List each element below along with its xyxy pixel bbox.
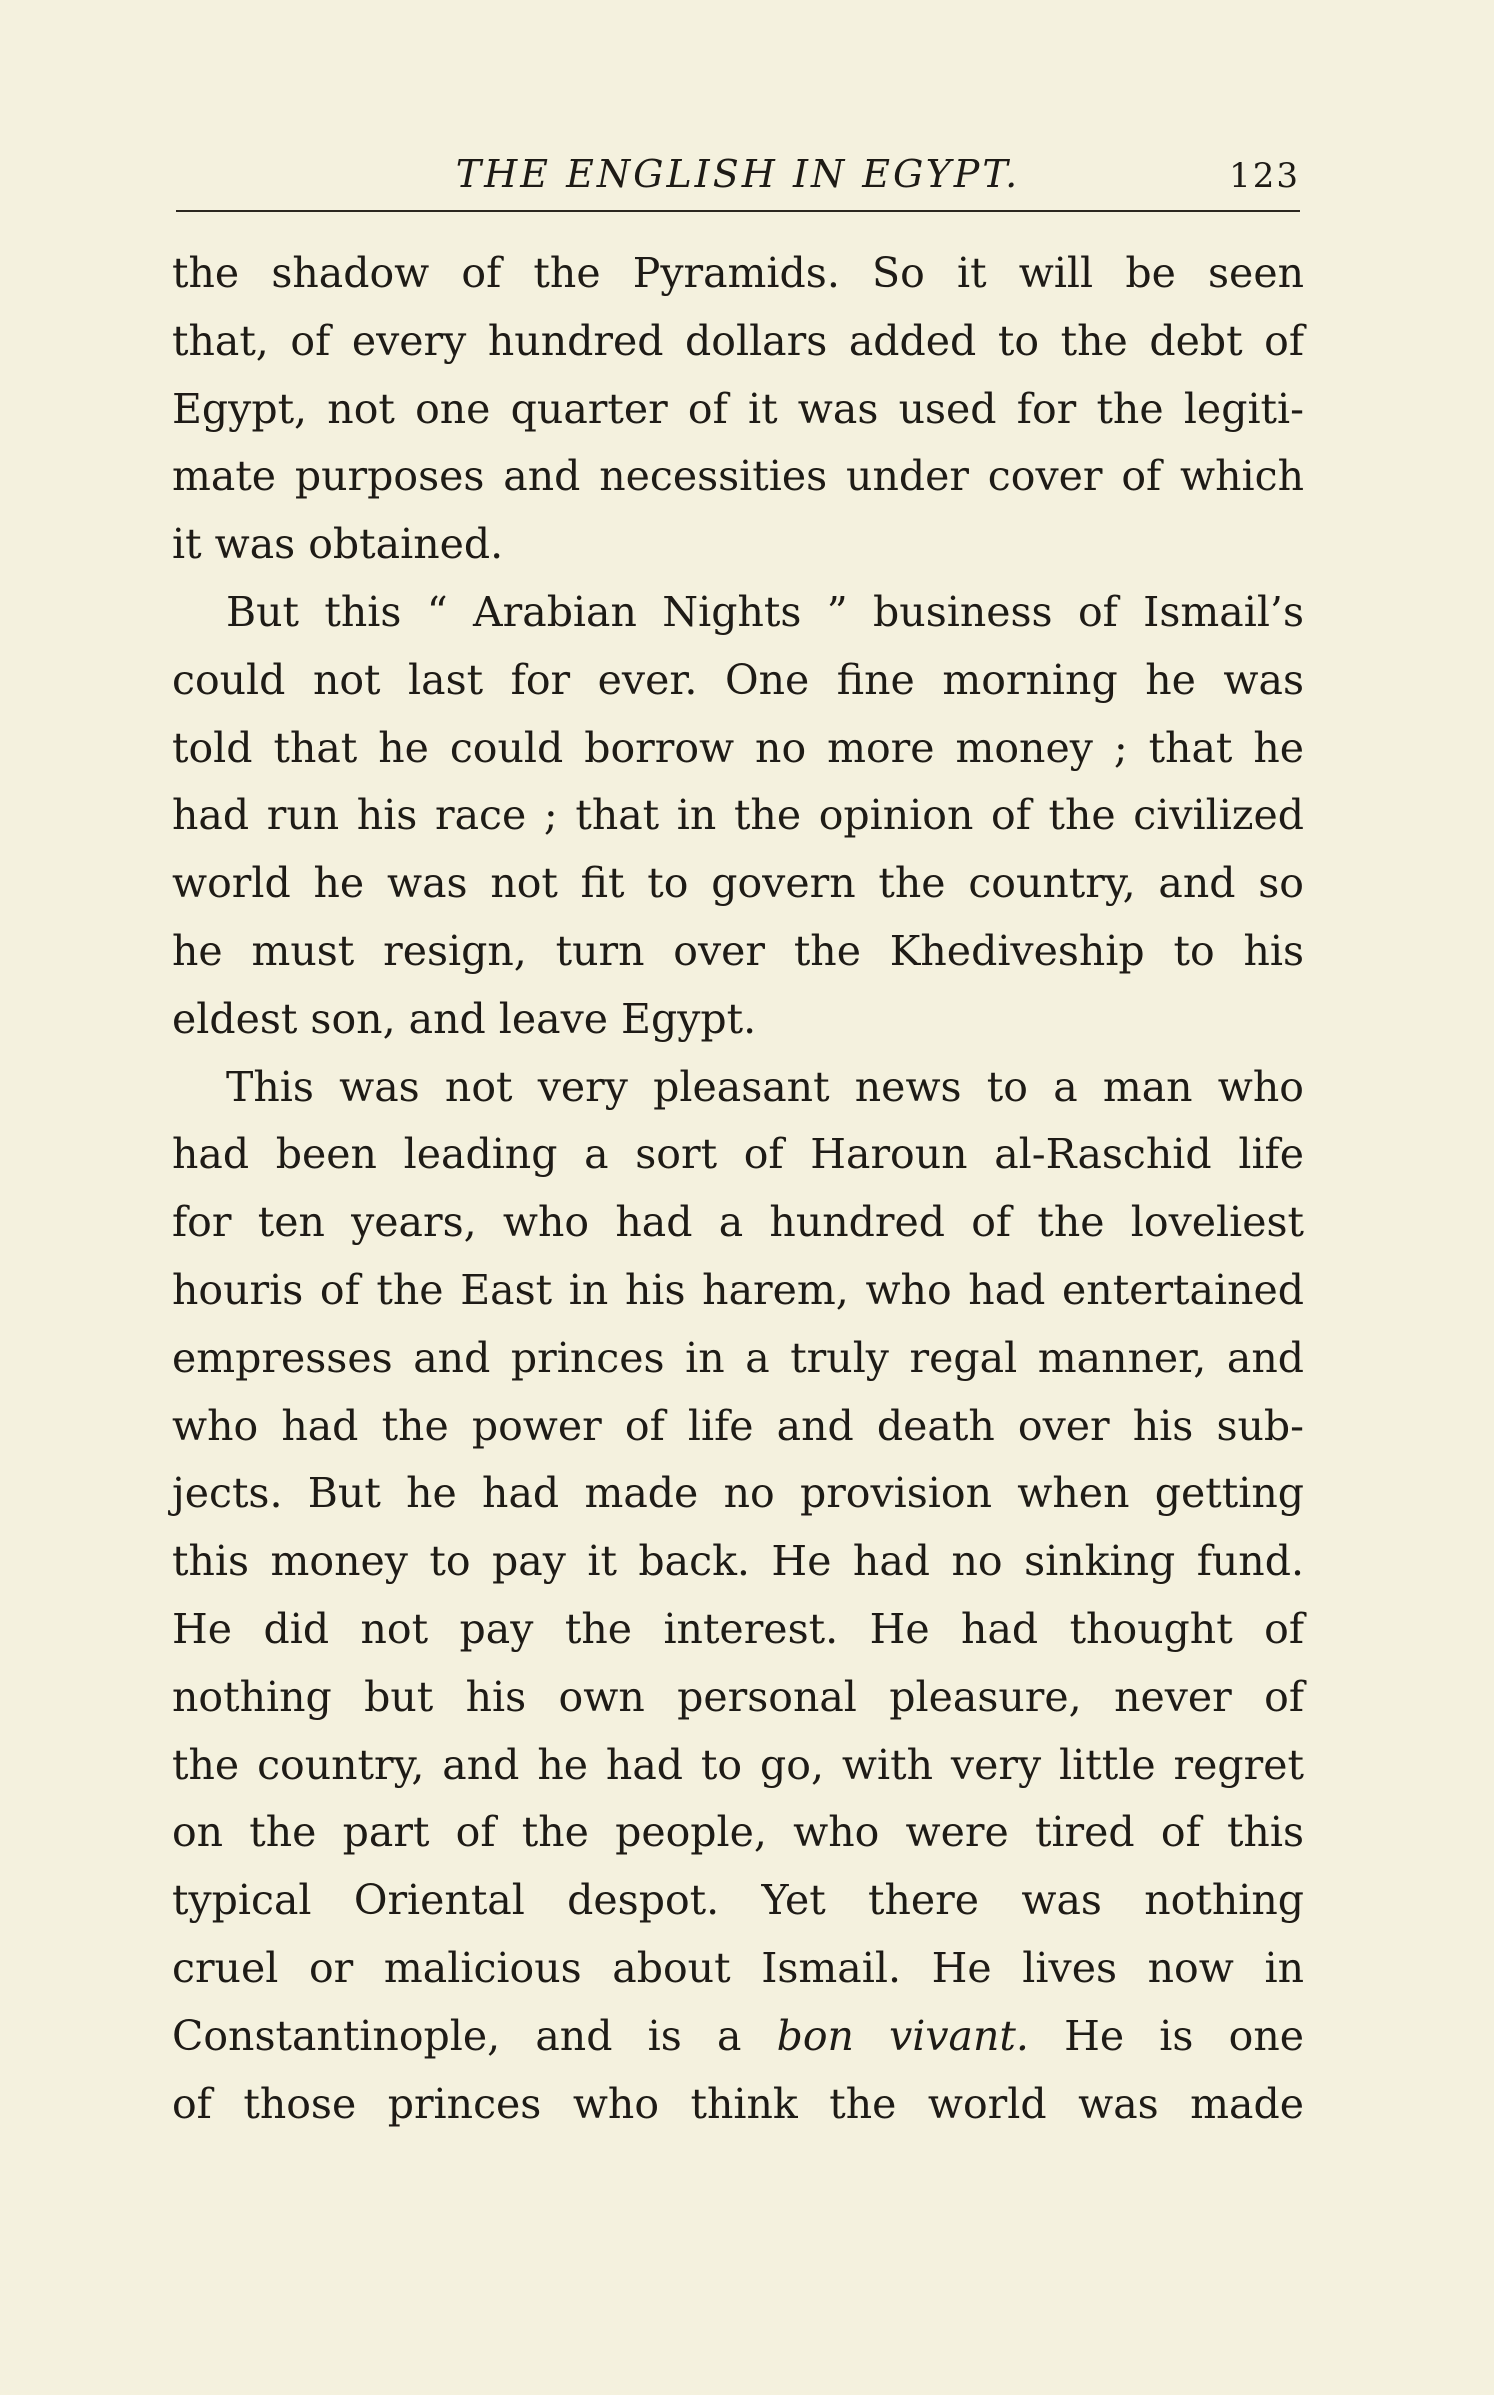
text-line: jects. But he had made no provision when getting xyxy=(172,1469,1304,1518)
text-line: it was obtained. xyxy=(172,520,504,569)
text-line: This was not very pleasant news to a man who xyxy=(226,1062,1304,1111)
text-line: nothing but his own personal pleasure, never of xyxy=(172,1672,1304,1721)
page-number: 123 xyxy=(1229,156,1300,196)
text-line: this money to pay it back. He had no sinking fund. xyxy=(172,1537,1304,1586)
text-line: who had the power of life and death over his sub- xyxy=(172,1401,1304,1450)
text-segment: Constantinople, and is a xyxy=(172,2011,777,2060)
text-line: But this “ Arabian Nights ” business of Ismail’s xyxy=(226,587,1304,636)
text-line: that, of every hundred dollars added to the debt of xyxy=(172,316,1304,365)
header-rule xyxy=(176,210,1300,212)
text-line: could not last for ever. One fine morning he was xyxy=(172,655,1304,704)
text-line: the shadow of the Pyramids. So it will be seen xyxy=(172,249,1304,297)
italic-phrase: bon vivant. xyxy=(776,2011,1029,2060)
text-line: eldest son, and leave Egypt. xyxy=(172,994,757,1043)
text-line: he must resign, turn over the Khediveship to his xyxy=(172,926,1304,975)
running-title: THE ENGLISH IN EGYPT. xyxy=(455,152,1021,196)
text-line: the country, and he had to go, with very little regret xyxy=(172,1740,1304,1789)
text-line: for ten years, who had a hundred of the loveliest xyxy=(172,1198,1304,1247)
text-line: houris of the East in his harem, who had entertained xyxy=(172,1265,1304,1314)
text-segment: He is one xyxy=(1028,2011,1305,2060)
text-line: typical Oriental despot. Yet there was nothing xyxy=(172,1876,1304,1925)
text-line: had run his race ; that in the opinion of the civilized xyxy=(172,791,1304,840)
text-line: told that he could borrow no more money ; that he xyxy=(172,723,1304,772)
text-line: mate purposes and necessities under cover of which xyxy=(172,452,1304,501)
text-line: Egypt, not one quarter of it was used for the legiti- xyxy=(172,384,1304,433)
text-line: cruel or malicious about Ismail. He lives now in xyxy=(172,1943,1304,1992)
text-line: He did not pay the interest. He had thought of xyxy=(172,1604,1304,1653)
body-text xyxy=(172,240,1304,2138)
text-line-with-italic xyxy=(172,2003,1304,2071)
text-line: had been leading a sort of Haroun al-Raschid life xyxy=(172,1130,1304,1179)
page-header xyxy=(176,150,1300,210)
text-line: on the part of the people, who were tired of this xyxy=(172,1808,1304,1857)
text-line: of those princes who think the world was made xyxy=(172,2079,1304,2128)
text-line: empresses and princes in a truly regal manner, and xyxy=(172,1333,1304,1382)
text-line: world he was not fit to govern the country, and so xyxy=(172,859,1304,908)
